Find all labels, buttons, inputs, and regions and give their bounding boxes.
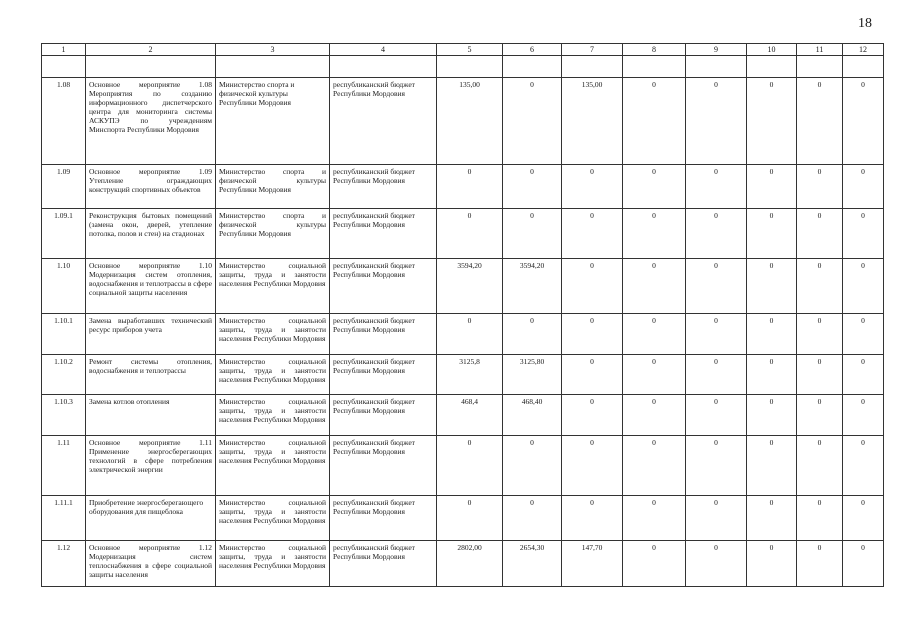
row-name: Основное мероприятие 1.09 Утепление ограждающих конструкций спортивных объектов bbox=[86, 165, 216, 209]
row-value: 0 bbox=[437, 209, 503, 259]
row-value: 0 bbox=[843, 496, 884, 541]
row-value: 0 bbox=[686, 496, 747, 541]
row-value: 0 bbox=[747, 78, 797, 165]
table-row bbox=[42, 355, 884, 395]
row-value: 0 bbox=[747, 259, 797, 314]
row-name: Основное мероприятие 1.10 Модернизация систем отопления, водоснабжения и теплотрассы в сфере социальной защиты населения bbox=[86, 259, 216, 314]
table-row bbox=[42, 165, 884, 209]
row-name: Приобретение энергосберегающего оборудования для пищеблока bbox=[86, 496, 216, 541]
column-header: 11 bbox=[797, 44, 843, 56]
column-header: 9 bbox=[686, 44, 747, 56]
row-value: 0 bbox=[623, 395, 686, 436]
row-value: 0 bbox=[562, 355, 623, 395]
spacer-row bbox=[42, 56, 884, 78]
row-value: 3125,8 bbox=[437, 355, 503, 395]
row-value: 0 bbox=[562, 496, 623, 541]
row-value: 0 bbox=[686, 436, 747, 496]
column-header: 6 bbox=[503, 44, 562, 56]
column-header: 8 bbox=[623, 44, 686, 56]
row-code: 1.10 bbox=[42, 259, 86, 314]
row-executor: Министерство социальной защиты, труда и занятости населения Республики Мордовия bbox=[216, 436, 330, 496]
row-value: 0 bbox=[562, 209, 623, 259]
row-code: 1.11.1 bbox=[42, 496, 86, 541]
row-value: 0 bbox=[503, 78, 562, 165]
row-value: 0 bbox=[843, 78, 884, 165]
row-value: 0 bbox=[562, 436, 623, 496]
column-header: 1 bbox=[42, 44, 86, 56]
row-value: 0 bbox=[686, 395, 747, 436]
row-value: 0 bbox=[562, 314, 623, 355]
row-value: 0 bbox=[747, 496, 797, 541]
row-value: 0 bbox=[747, 436, 797, 496]
row-value: 0 bbox=[623, 436, 686, 496]
row-source: республиканский бюджет Республики Мордовия bbox=[330, 395, 437, 436]
column-header: 3 bbox=[216, 44, 330, 56]
row-executor: Министерство спорта и физической культуры Республики Мордовия bbox=[216, 209, 330, 259]
row-source: республиканский бюджет Республики Мордовия bbox=[330, 78, 437, 165]
row-name: Замена котлов отопления bbox=[86, 395, 216, 436]
row-value: 135,00 bbox=[562, 78, 623, 165]
row-value: 0 bbox=[503, 436, 562, 496]
row-value: 0 bbox=[747, 355, 797, 395]
row-value: 0 bbox=[623, 541, 686, 587]
row-name: Замена выработавших технический ресурс приборов учета bbox=[86, 314, 216, 355]
row-value: 0 bbox=[437, 496, 503, 541]
row-value: 0 bbox=[686, 78, 747, 165]
row-value: 0 bbox=[797, 355, 843, 395]
column-header: 2 bbox=[86, 44, 216, 56]
row-value: 0 bbox=[747, 165, 797, 209]
table-row bbox=[42, 496, 884, 541]
program-table bbox=[41, 43, 884, 587]
row-value: 0 bbox=[797, 78, 843, 165]
row-value: 0 bbox=[686, 165, 747, 209]
row-value: 3594,20 bbox=[437, 259, 503, 314]
row-code: 1.08 bbox=[42, 78, 86, 165]
row-executor: Министерство спорта и физической культуры Республики Мордовия bbox=[216, 165, 330, 209]
table-row bbox=[42, 209, 884, 259]
row-value: 0 bbox=[503, 496, 562, 541]
row-value: 0 bbox=[843, 259, 884, 314]
table-row bbox=[42, 78, 884, 165]
row-value: 0 bbox=[843, 436, 884, 496]
row-value: 0 bbox=[562, 395, 623, 436]
column-header: 10 bbox=[747, 44, 797, 56]
row-code: 1.09.1 bbox=[42, 209, 86, 259]
row-executor: Министерство социальной защиты, труда и занятости населения Республики Мордовия bbox=[216, 314, 330, 355]
row-value: 0 bbox=[797, 436, 843, 496]
row-source: республиканский бюджет Республики Мордовия bbox=[330, 165, 437, 209]
row-value: 0 bbox=[503, 209, 562, 259]
row-value: 0 bbox=[797, 541, 843, 587]
row-value: 2654,30 bbox=[503, 541, 562, 587]
row-value: 0 bbox=[843, 209, 884, 259]
row-value: 0 bbox=[843, 541, 884, 587]
row-value: 0 bbox=[686, 209, 747, 259]
row-value: 0 bbox=[797, 395, 843, 436]
table-row bbox=[42, 259, 884, 314]
row-value: 0 bbox=[747, 541, 797, 587]
row-value: 0 bbox=[562, 259, 623, 314]
row-value: 0 bbox=[797, 165, 843, 209]
column-number-row bbox=[42, 44, 884, 56]
row-value: 468,40 bbox=[503, 395, 562, 436]
row-value: 0 bbox=[747, 209, 797, 259]
column-header: 7 bbox=[562, 44, 623, 56]
column-header: 4 bbox=[330, 44, 437, 56]
row-value: 0 bbox=[797, 259, 843, 314]
row-code: 1.11 bbox=[42, 436, 86, 496]
row-value: 0 bbox=[623, 496, 686, 541]
table-row bbox=[42, 541, 884, 587]
row-value: 0 bbox=[797, 314, 843, 355]
row-name: Ремонт системы отопления, водоснабжения и теплотрассы bbox=[86, 355, 216, 395]
row-source: республиканский бюджет Республики Мордовия bbox=[330, 496, 437, 541]
row-value: 0 bbox=[843, 355, 884, 395]
row-code: 1.10.1 bbox=[42, 314, 86, 355]
row-value: 0 bbox=[797, 496, 843, 541]
row-source: республиканский бюджет Республики Мордовия bbox=[330, 314, 437, 355]
table-row bbox=[42, 395, 884, 436]
row-value: 0 bbox=[843, 395, 884, 436]
column-header: 5 bbox=[437, 44, 503, 56]
row-value: 0 bbox=[437, 436, 503, 496]
row-executor: Министерство социальной защиты, труда и занятости населения Республики Мордовия bbox=[216, 541, 330, 587]
row-value: 0 bbox=[686, 541, 747, 587]
row-value: 2802,00 bbox=[437, 541, 503, 587]
row-code: 1.10.2 bbox=[42, 355, 86, 395]
row-value: 0 bbox=[686, 259, 747, 314]
row-value: 0 bbox=[623, 355, 686, 395]
row-source: республиканский бюджет Республики Мордовия bbox=[330, 355, 437, 395]
row-name: Основное мероприятие 1.08 Мероприятия по созданию информационного диспетчерского центра для мониторинга системы АСКУПЭ по учреждениям Минспорта Республики Мордовия bbox=[86, 78, 216, 165]
row-value: 0 bbox=[623, 209, 686, 259]
page-number: 18 bbox=[858, 16, 872, 31]
row-value: 0 bbox=[797, 209, 843, 259]
row-value: 0 bbox=[843, 314, 884, 355]
row-value: 0 bbox=[503, 314, 562, 355]
row-value: 0 bbox=[747, 395, 797, 436]
row-value: 0 bbox=[623, 259, 686, 314]
row-source: республиканский бюджет Республики Мордовия bbox=[330, 436, 437, 496]
row-value: 147,70 bbox=[562, 541, 623, 587]
row-source: республиканский бюджет Республики Мордовия bbox=[330, 259, 437, 314]
row-executor: Министерство социальной защиты, труда и занятости населения Республики Мордовия bbox=[216, 395, 330, 436]
table-row bbox=[42, 314, 884, 355]
row-executor: Министерство социальной защиты, труда и занятости населения Республики Мордовия bbox=[216, 355, 330, 395]
row-value: 0 bbox=[503, 165, 562, 209]
row-code: 1.10.3 bbox=[42, 395, 86, 436]
row-executor: Министерство спорта и физической культуры Республики Мордовия bbox=[216, 78, 330, 165]
row-value: 0 bbox=[686, 314, 747, 355]
table-row bbox=[42, 436, 884, 496]
row-value: 468,4 bbox=[437, 395, 503, 436]
column-header: 12 bbox=[843, 44, 884, 56]
row-value: 3125,80 bbox=[503, 355, 562, 395]
row-value: 0 bbox=[747, 314, 797, 355]
row-source: республиканский бюджет Республики Мордовия bbox=[330, 541, 437, 587]
row-value: 3594,20 bbox=[503, 259, 562, 314]
row-value: 0 bbox=[843, 165, 884, 209]
row-name: Основное мероприятие 1.12 Модернизация систем теплоснабжения в сфере социальной защиты населения bbox=[86, 541, 216, 587]
row-value: 0 bbox=[437, 165, 503, 209]
row-value: 0 bbox=[437, 314, 503, 355]
row-value: 0 bbox=[623, 314, 686, 355]
row-code: 1.09 bbox=[42, 165, 86, 209]
row-value: 135,00 bbox=[437, 78, 503, 165]
row-value: 0 bbox=[686, 355, 747, 395]
row-value: 0 bbox=[623, 78, 686, 165]
row-name: Реконструкция бытовых помещений (замена окон, дверей, утепление потолка, полов и стен) на стадионах bbox=[86, 209, 216, 259]
row-executor: Министерство социальной защиты, труда и занятости населения Республики Мордовия bbox=[216, 259, 330, 314]
row-code: 1.12 bbox=[42, 541, 86, 587]
row-source: республиканский бюджет Республики Мордовия bbox=[330, 209, 437, 259]
row-value: 0 bbox=[623, 165, 686, 209]
row-value: 0 bbox=[562, 165, 623, 209]
row-executor: Министерство социальной защиты, труда и занятости населения Республики Мордовия bbox=[216, 496, 330, 541]
row-name: Основное мероприятие 1.11 Применение энергосберегающих технологий в сфере потребления электрической энергии bbox=[86, 436, 216, 496]
